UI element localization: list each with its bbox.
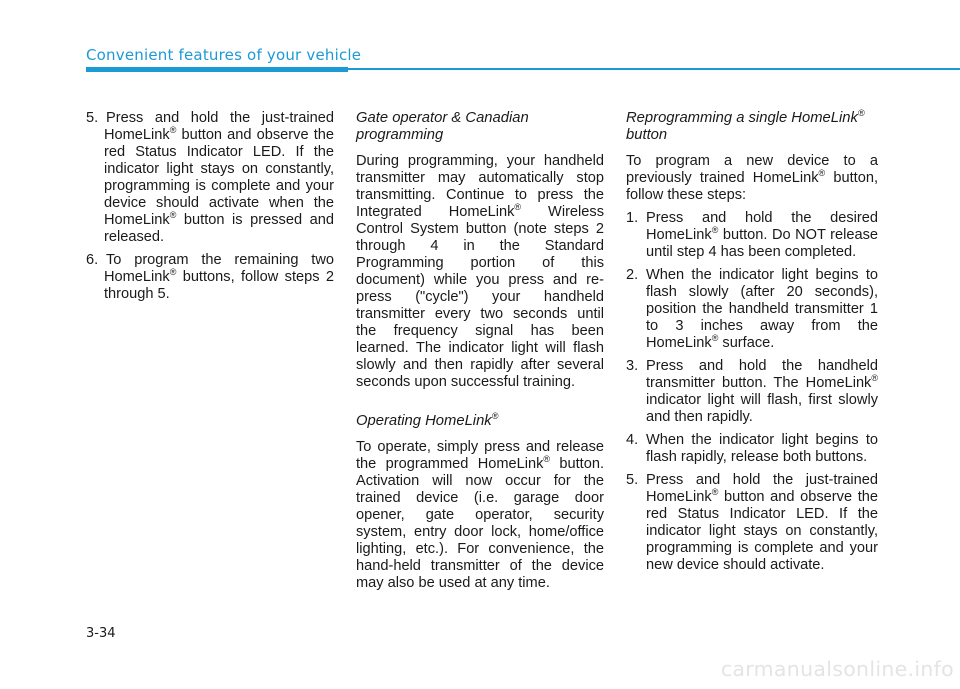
step-number: 1. [626,210,639,226]
step-text: buttons, follow steps 2 through 5. [104,269,334,302]
step-text: When the indicator light begins to flash slowly (after 20 seconds), position the handheld transmitter 1 to 3 inches away from the HomeLink [646,267,878,351]
page-number: 3-34 [86,626,116,641]
step-number: 2. [626,267,639,283]
registered-mark: ® [491,411,499,422]
reprogramming-heading [626,110,878,144]
heading-text: Reprogramming a single HomeLink [626,110,858,126]
registered-mark: ® [711,333,719,344]
header-rule-thin [348,68,960,70]
step-number: 5. [86,110,99,126]
heading-text: button [626,127,668,143]
registered-mark: ® [818,168,826,179]
paragraph-text: button, follow these steps: [626,170,879,203]
step-text: indicator light will flash, first slowly and then rapidly. [646,392,878,425]
list-item [626,210,878,261]
gate-heading: Gate operator & Canadian programming [356,110,529,143]
step-text: surface. [718,335,775,351]
section-title: Convenient features of your vehicle [86,46,362,64]
step-number: 5. [626,472,639,488]
watermark: carmanualsonline.info [720,657,954,681]
paragraph-text: Wireless Control System button (note steps 2 through 4 in the Standard Programming portion of this document) while you press and re-press ("cycle") your handheld transmitter every two seconds until the frequency signal has been learned. The indicator light will flash slowly and then rapidly after several seconds upon successful training. [356,204,604,390]
step-text: button. Do NOT release until step 4 has been completed. [646,227,878,260]
paragraph-text: To program a new device to a previously trained HomeLink [626,153,878,186]
right-column [626,110,878,580]
left-column [86,110,334,309]
registered-mark: ® [871,373,878,384]
middle-column [356,110,604,603]
step-text: Press and hold the handheld transmitter button. The HomeLink [646,358,878,391]
registered-mark: ® [169,210,177,221]
step-text: Press and hold the just-trained HomeLink [646,472,878,505]
step-text: button and observe the red Status Indicator LED. If the indicator light stays on constantly, programming is complete and your new device should activate. [646,489,878,573]
operating-heading [356,413,604,430]
intro-paragraph [626,153,878,204]
list-item [626,432,878,466]
header-rule-thick [86,67,348,72]
step-text: Press and hold the just-trained HomeLink [104,110,334,143]
list-item [626,267,878,352]
list-item [86,110,334,246]
registered-mark: ® [711,225,719,236]
registered-mark: ® [514,202,522,213]
paragraph-text: To operate, simply press and release the programmed HomeLink [356,439,604,472]
step-number: 6. [86,252,99,268]
registered-mark: ® [169,267,177,278]
registered-mark: ® [711,487,719,498]
registered-mark: ® [169,125,177,136]
heading-text: Operating HomeLink [356,413,492,429]
step-text: button is pressed and released. [104,212,334,245]
list-item [626,358,878,426]
step-text: To program the remaining two HomeLink [104,252,334,285]
list-item [626,472,878,574]
registered-mark: ® [543,454,551,465]
step-text: Press and hold the desired HomeLink [646,210,878,243]
step-text: button and observe the red Status Indicator LED. If the indicator light stays on constantly, programming is complete and your device should activate when the HomeLink [104,127,334,228]
step-number: 4. [626,432,639,448]
paragraph-text: During programming, your handheld transmitter may automatically stop transmitting. Continue to press the Integrated HomeLink [356,153,604,220]
paragraph-text: button. Activation will now occur for the trained device (i.e. garage door opener, gate operator, security system, entry door lock, home/office lighting, etc.). For convenience, the hand-held transmitter of the device may also be used at any time. [356,456,604,591]
operating-paragraph [356,439,604,592]
registered-mark: ® [857,108,865,119]
step-text: When the indicator light begins to flash rapidly, release both buttons. [646,432,878,465]
gate-paragraph [356,153,604,391]
step-number: 3. [626,358,639,374]
list-item [86,252,334,303]
